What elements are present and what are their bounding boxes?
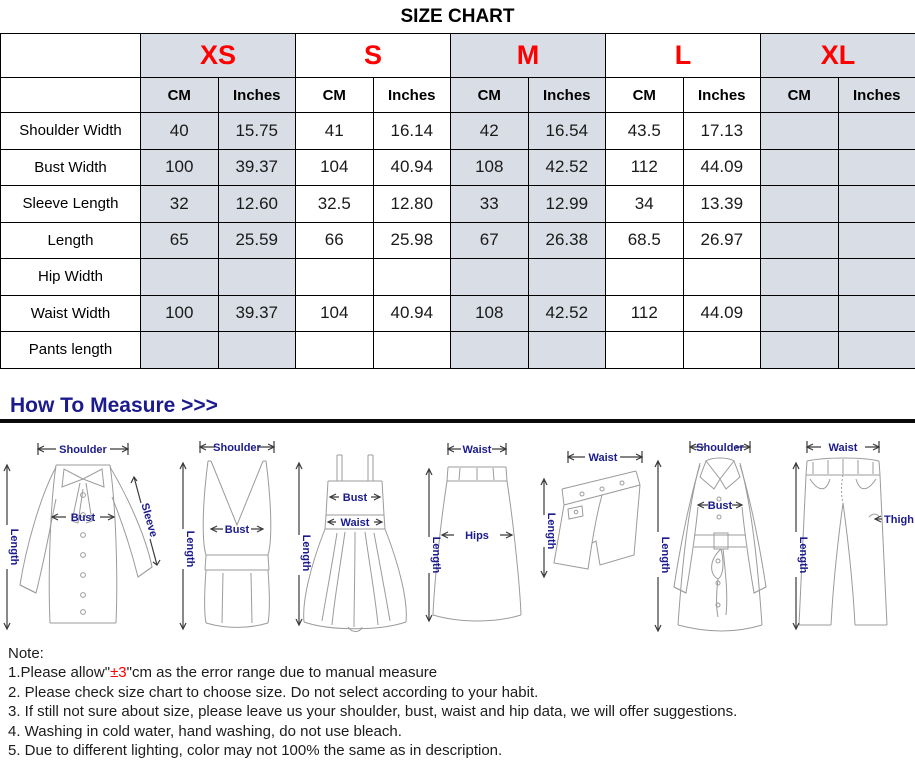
row-label: Sleeve Length: [1, 186, 141, 223]
coat-shoulder-label: Shoulder: [696, 442, 744, 454]
table-row: [1, 332, 915, 369]
coat-bust-label: Bust: [708, 500, 733, 512]
size-value-cell: [683, 332, 761, 369]
garment-tank-top: [175, 437, 290, 637]
skirt-hips-label: Hips: [465, 530, 489, 542]
size-value-cell: [141, 259, 219, 296]
size-value-cell: [838, 113, 915, 150]
size-value-cell: [761, 259, 839, 296]
size-value-cell: 40.94: [373, 295, 451, 332]
table-row: [1, 222, 915, 259]
size-value-cell: 42.52: [528, 149, 606, 186]
size-value-cell: [838, 332, 915, 369]
note-line-3: 3. If still not sure about size, please leave us your shoulder, bust, waist and hip data, we will offer suggestions.: [8, 702, 915, 722]
unit-header-inches: Inches: [838, 78, 915, 113]
size-value-cell: [761, 186, 839, 223]
pants-illustration: [787, 437, 915, 637]
how-to-measure-heading: How To Measure >>>: [0, 394, 915, 418]
blouse-illustration: [0, 437, 175, 637]
pants-drawing: [799, 458, 887, 625]
coat-drawing: [674, 458, 766, 631]
unit-header-cm: CM: [296, 78, 374, 113]
row-label: Length: [1, 222, 141, 259]
dress-illustration: [290, 437, 420, 637]
size-value-cell: [218, 259, 296, 296]
table-row: [1, 186, 915, 223]
corner-cell: [1, 34, 141, 78]
coat-illustration: [648, 437, 787, 637]
page-title: SIZE CHART: [0, 0, 915, 33]
size-value-cell: 108: [451, 295, 529, 332]
size-value-cell: 26.38: [528, 222, 606, 259]
skirt-length-label: Length: [430, 536, 442, 573]
garment-coat: [648, 437, 787, 637]
dress-drawing: [304, 455, 407, 632]
divider-rule: [0, 419, 915, 423]
size-header-xl: XL: [761, 34, 915, 78]
size-value-cell: 42.52: [528, 295, 606, 332]
size-value-cell: [296, 332, 374, 369]
note-1-tolerance: ±3: [110, 664, 127, 681]
unit-header-inches: Inches: [218, 78, 296, 113]
size-value-cell: [528, 259, 606, 296]
size-header-xs: XS: [141, 34, 296, 78]
table-row: [1, 113, 915, 150]
size-value-cell: 32.5: [296, 186, 374, 223]
table-row: [1, 259, 915, 296]
size-header-m: M: [451, 34, 606, 78]
measure-illustrations: [0, 437, 915, 639]
size-value-cell: [838, 149, 915, 186]
notes-section: [0, 644, 915, 761]
size-value-cell: 15.75: [218, 113, 296, 150]
size-value-cell: 68.5: [606, 222, 684, 259]
size-value-cell: 12.60: [218, 186, 296, 223]
size-value-cell: 40: [141, 113, 219, 150]
garment-skirt: [420, 437, 530, 637]
size-value-cell: 100: [141, 149, 219, 186]
size-value-cell: [838, 259, 915, 296]
size-value-cell: 40.94: [373, 149, 451, 186]
size-value-cell: [373, 332, 451, 369]
blouse-shoulder-label: Shoulder: [59, 444, 107, 456]
unit-header-inches: Inches: [373, 78, 451, 113]
size-value-cell: 66: [296, 222, 374, 259]
blouse-drawing: [20, 465, 152, 623]
size-value-cell: 25.98: [373, 222, 451, 259]
skirt-waist-label: Waist: [463, 444, 492, 456]
size-value-cell: 67: [451, 222, 529, 259]
pants-length-label: Length: [797, 536, 809, 573]
size-value-cell: 13.39: [683, 186, 761, 223]
size-value-cell: 44.09: [683, 295, 761, 332]
note-line-4: 4. Washing in cold water, hand washing, do not use bleach.: [8, 722, 915, 742]
skirt-drawing: [433, 467, 521, 621]
size-value-cell: 104: [296, 295, 374, 332]
size-value-cell: 104: [296, 149, 374, 186]
size-value-cell: 112: [606, 149, 684, 186]
tank-top-drawing: [203, 461, 271, 628]
tank-top-length-label: Length: [184, 530, 196, 567]
dress-waist-label: Waist: [341, 517, 370, 529]
unit-header-cm: CM: [606, 78, 684, 113]
unit-header-cm: CM: [141, 78, 219, 113]
tank-top-bust-label: Bust: [225, 524, 250, 536]
note-line-5: 5. Due to different lighting, color may not 100% the same as in description.: [8, 741, 915, 761]
size-value-cell: [683, 259, 761, 296]
shorts-drawing: [554, 471, 640, 569]
size-value-cell: [373, 259, 451, 296]
note-line-2: 2. Please check size chart to choose size. Do not select according to your habit.: [8, 683, 915, 703]
size-value-cell: 32: [141, 186, 219, 223]
size-value-cell: 25.59: [218, 222, 296, 259]
size-value-cell: [838, 186, 915, 223]
row-label: Pants length: [1, 332, 141, 369]
size-header-l: L: [606, 34, 761, 78]
size-value-cell: [606, 332, 684, 369]
size-value-cell: 100: [141, 295, 219, 332]
table-row: [1, 295, 915, 332]
dress-length-label: Length: [300, 534, 312, 571]
note-line-1: [8, 663, 915, 683]
size-value-cell: 12.80: [373, 186, 451, 223]
pants-thigh-label: Thigh: [884, 514, 914, 526]
size-value-cell: 16.14: [373, 113, 451, 150]
size-value-cell: [838, 222, 915, 259]
row-label: Bust Width: [1, 149, 141, 186]
coat-length-label: Length: [659, 536, 671, 573]
size-value-cell: 34: [606, 186, 684, 223]
size-value-cell: [761, 113, 839, 150]
row-label: Waist Width: [1, 295, 141, 332]
size-value-cell: [761, 149, 839, 186]
size-value-cell: 39.37: [218, 149, 296, 186]
blouse-measure-lines: [4, 443, 160, 629]
size-value-cell: [761, 332, 839, 369]
size-value-cell: 39.37: [218, 295, 296, 332]
size-table: [0, 33, 915, 369]
size-value-cell: 108: [451, 149, 529, 186]
size-value-cell: [296, 259, 374, 296]
size-value-cell: 41: [296, 113, 374, 150]
table-row: [1, 149, 915, 186]
size-value-cell: [451, 332, 529, 369]
size-value-cell: 65: [141, 222, 219, 259]
shorts-length-label: Length: [545, 512, 557, 549]
garment-shorts: [530, 437, 648, 637]
size-value-cell: 12.99: [528, 186, 606, 223]
size-value-cell: 16.54: [528, 113, 606, 150]
row-label: Shoulder Width: [1, 113, 141, 150]
note-1-pre: 1.Please allow": [8, 664, 110, 681]
size-value-cell: [838, 295, 915, 332]
size-value-cell: [761, 295, 839, 332]
dress-bust-label: Bust: [343, 492, 368, 504]
size-value-cell: [528, 332, 606, 369]
size-value-cell: 112: [606, 295, 684, 332]
size-value-cell: [606, 259, 684, 296]
tank-top-shoulder-label: Shoulder: [213, 442, 261, 454]
tank-top-illustration: [175, 437, 290, 637]
blouse-length-label: Length: [8, 528, 20, 565]
size-header-s: S: [296, 34, 451, 78]
garment-blouse: [0, 437, 175, 637]
size-value-cell: [218, 332, 296, 369]
blouse-sleeve-label: Sleeve: [138, 501, 159, 538]
size-table-head: [1, 34, 915, 113]
corner-cell: [1, 78, 141, 113]
pants-waist-label: Waist: [829, 442, 858, 454]
size-value-cell: 33: [451, 186, 529, 223]
blouse-bust-label: Bust: [71, 512, 96, 524]
shorts-illustration: [530, 437, 648, 637]
size-value-cell: [761, 222, 839, 259]
unit-header-inches: Inches: [528, 78, 606, 113]
notes-heading: Note:: [8, 644, 915, 664]
size-value-cell: 17.13: [683, 113, 761, 150]
note-1-post: "cm as the error range due to manual measure: [127, 664, 437, 681]
size-value-cell: [451, 259, 529, 296]
unit-header-cm: CM: [451, 78, 529, 113]
size-value-cell: 26.97: [683, 222, 761, 259]
unit-header-inches: Inches: [683, 78, 761, 113]
size-value-cell: [141, 332, 219, 369]
shorts-waist-label: Waist: [589, 452, 618, 464]
unit-header-cm: CM: [761, 78, 839, 113]
size-value-cell: 44.09: [683, 149, 761, 186]
garment-pants: [787, 437, 915, 637]
size-value-cell: 42: [451, 113, 529, 150]
garment-dress: [290, 437, 420, 637]
skirt-illustration: [420, 437, 530, 637]
size-value-cell: 43.5: [606, 113, 684, 150]
row-label: Hip Width: [1, 259, 141, 296]
size-table-body: [1, 113, 915, 369]
